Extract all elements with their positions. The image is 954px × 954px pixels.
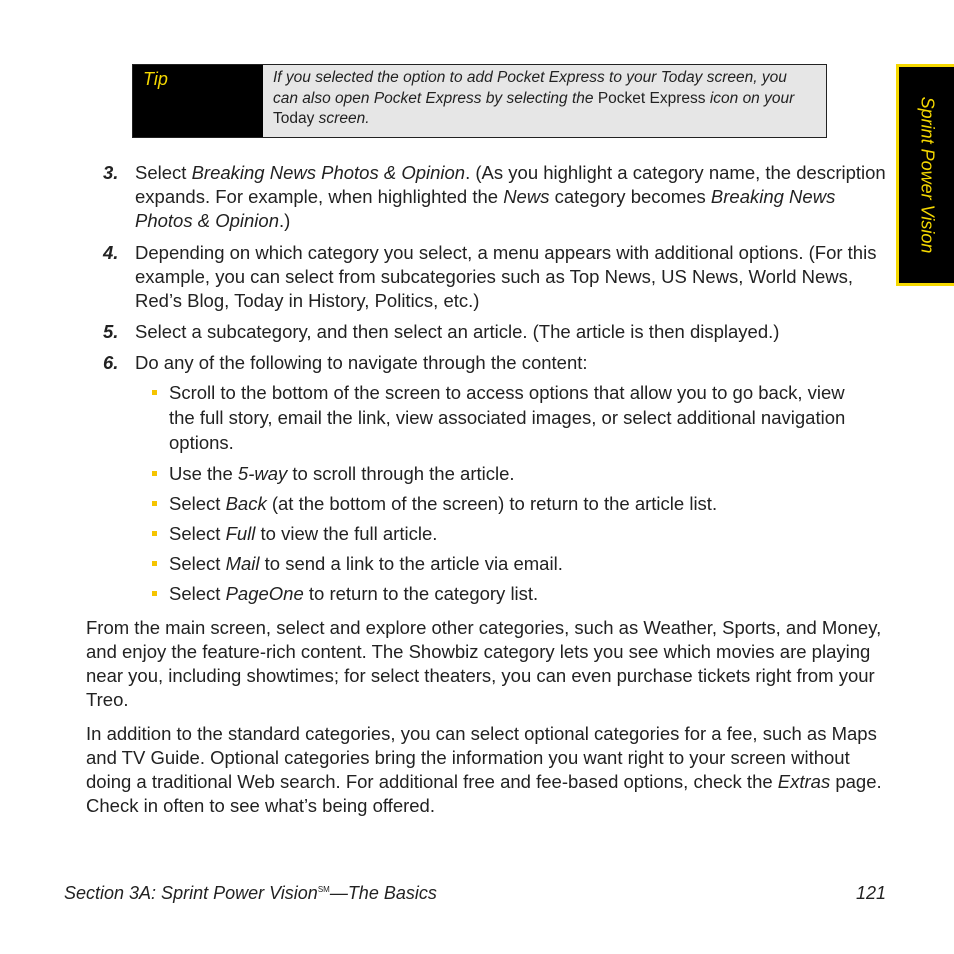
list-item [152,461,852,486]
step-number: 5. [103,321,119,342]
bullet-text [169,551,852,576]
step-number: 4. [103,242,119,263]
bullet-square-icon [152,390,157,395]
bullet-text [169,491,852,516]
tip-text-part: icon on your [705,89,795,107]
side-tab-label: Sprint Power Vision [917,96,937,254]
text-run: to return to the category list. [303,583,539,604]
emphasis: 5-way [237,463,288,484]
text-run: Select [169,523,226,544]
step-3 [103,161,893,233]
emphasis: PageOne [225,583,304,604]
footer-section-title [64,883,437,904]
bullet-text: Scroll to the bottom of the screen to access options that allow you to go back, view the full story, email the link, view associated images, or select additional navigation options. [169,382,846,453]
tip-text [263,65,826,137]
step-4 [103,241,893,313]
text-run: to send a link to the article via email. [259,553,563,574]
step-text: Select a subcategory, and then select an article. (The article is then displayed.) [135,321,780,342]
tip-label: Tip [133,65,263,137]
text-run: —The Basics [329,883,437,903]
text-run: Select [169,553,226,574]
tip-text-part: If you selected the option to add Pocket Express to your Today screen, you can also open Pocket Express by selecting the [273,69,787,107]
paragraph [86,722,896,818]
step-number: 3. [103,162,119,183]
step-text: Depending on which category you select, a menu appears with additional options. (For this example, you can select from subcategories such as Top News, US News, World News, Red’s Blog, Today in History, Politics, etc.) [135,242,877,311]
service-mark: SM [317,885,330,894]
list-item [152,581,852,606]
text-run: In addition to the standard categories, you can select optional categories for a fee, such as Maps and TV Guide. Optional categories bring the information you want right to your screen without doing a traditional Web search. For additional free and fee-based options, check the [86,723,877,792]
text-run: Select [135,162,192,183]
tip-pocket-express: Pocket Express [597,89,706,107]
tip-text-part: screen. [314,110,370,127]
bullet-square-icon [152,561,157,566]
text-run: page. Check in often to see what’s being offered. [86,771,882,816]
text-run: Select [169,493,226,514]
emphasis: Mail [225,553,260,574]
tip-box [132,64,827,138]
list-item [152,380,852,455]
text-run: Section 3A: Sprint Power Vision [64,883,318,903]
text-run: .) [278,210,291,231]
text-run: . (As you highlight a category name, the description expands. For example, when highlighted the [135,162,886,207]
list-item [152,551,852,576]
text-run: Select [169,583,226,604]
bullet-square-icon [152,471,157,476]
paragraph: From the main screen, select and explore other categories, such as Weather, Sports, and Money, and enjoy the feature-rich content. The Showbiz category lets you see which movies are playing near you, including showtimes; for select theaters, you can even purchase tickets right from your Treo. [86,617,882,710]
bullet-text [169,581,852,606]
bullet-square-icon [152,531,157,536]
step-number: 6. [103,352,119,373]
bullet-text [169,521,852,546]
text-run: (at the bottom of the screen) to return to the article list. [266,493,718,514]
bullet-text [169,461,852,486]
text-run: to view the full article. [255,523,438,544]
step-text: Do any of the following to navigate through the content: [135,352,588,373]
page-number: 121 [856,883,887,903]
section-side-tab [896,64,954,286]
step-6 [103,351,893,375]
tip-today: Today [273,110,315,127]
text-run: to scroll through the article. [287,463,515,484]
emphasis: Breaking News Photos & Opinion [191,162,466,183]
bullet-square-icon [152,591,157,596]
emphasis: Full [225,523,256,544]
emphasis: News [503,186,550,207]
list-item [152,521,852,546]
text-run: category becomes [549,186,711,207]
emphasis: Extras [777,771,831,792]
step-text [135,161,893,233]
text-run: Use the [169,463,238,484]
list-item [152,491,852,516]
bullet-square-icon [152,501,157,506]
emphasis: Back [225,493,267,514]
emphasis: Breaking News Photos & Opinion [135,186,836,231]
step-5 [103,320,893,344]
